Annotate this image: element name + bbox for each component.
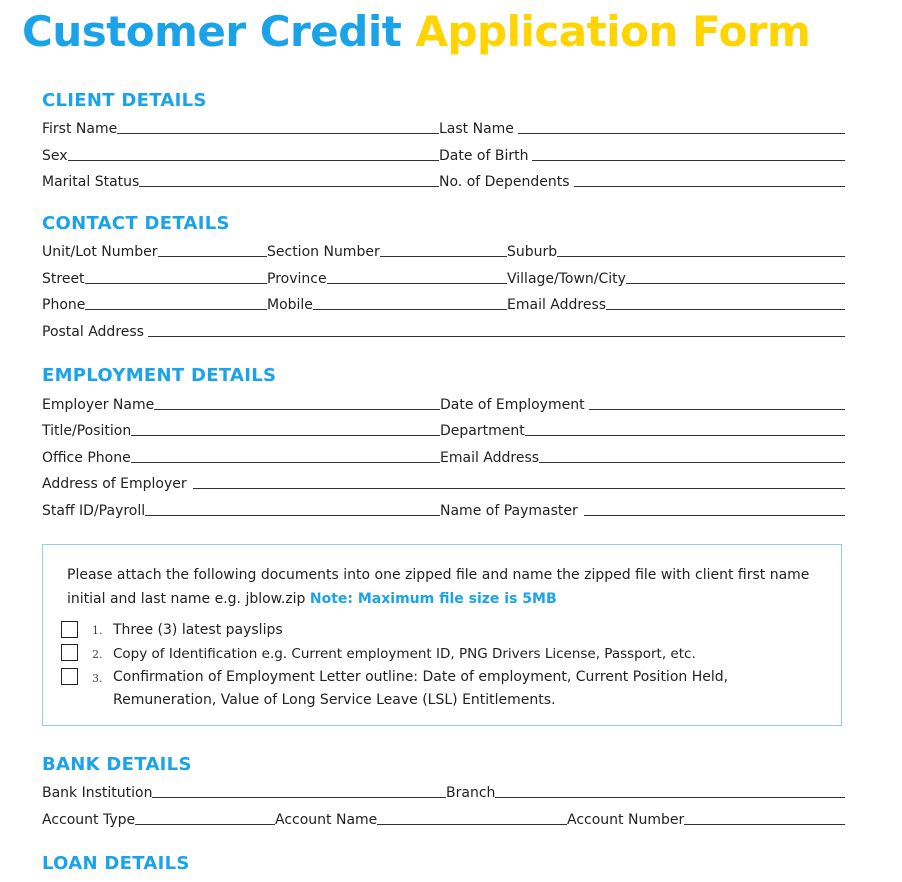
province-label: Province (267, 271, 327, 287)
phone-label: Phone (42, 297, 86, 313)
employment-email-field[interactable] (539, 462, 845, 463)
item-2-number: 2. (92, 648, 103, 661)
date-of-employment-field[interactable] (589, 409, 845, 410)
office-phone-label: Office Phone (42, 450, 131, 466)
form-title-part2: Application Form (415, 7, 811, 56)
item-2-text: Copy of Identification e.g. Current employment ID, PNG Drivers License, Passport, etc. (113, 646, 696, 662)
form-title (22, 4, 810, 60)
account-number-label: Account Number (567, 812, 685, 828)
street-label: Street (42, 271, 85, 287)
first-name-field[interactable] (117, 133, 439, 134)
attachments-intro-text: Please attach the following documents into one zipped file and name the zipped file with client first name initial and last name e.g. jblow.zip (67, 567, 810, 607)
mobile-field[interactable] (313, 309, 507, 310)
contact-row-4 (42, 320, 845, 340)
marital-status-field[interactable] (139, 186, 439, 187)
employer-name-label: Employer Name (42, 397, 155, 413)
employment-row-1 (42, 393, 845, 413)
suburb-label: Suburb (507, 244, 558, 260)
client-details-heading: CLIENT DETAILS (42, 90, 207, 111)
account-name-label: Account Name (275, 812, 378, 828)
employment-details-heading: EMPLOYMENT DETAILS (42, 365, 277, 386)
account-number-field[interactable] (684, 824, 845, 825)
file-size-note: Note: Maximum file size is 5MB (309, 591, 557, 607)
village-label: Village/Town/City (507, 271, 626, 287)
unit-lot-field[interactable] (158, 256, 267, 257)
branch-label: Branch (446, 785, 496, 801)
dob-label: Date of Birth (439, 148, 529, 164)
attachments-notice-box (42, 544, 842, 726)
account-name-field[interactable] (377, 824, 567, 825)
item-3-number: 3. (92, 672, 103, 685)
staff-id-field[interactable] (145, 515, 440, 516)
item-1-text: Three (3) latest payslips (113, 622, 283, 638)
branch-field[interactable] (495, 797, 845, 798)
postal-address-field[interactable] (148, 336, 845, 337)
employment-letter-checkbox[interactable] (61, 668, 78, 685)
employer-name-field[interactable] (154, 409, 440, 410)
contact-row-2 (42, 267, 845, 287)
village-field[interactable] (626, 283, 845, 284)
account-type-label: Account Type (42, 812, 136, 828)
employment-row-2 (42, 419, 845, 439)
item-3-text: Confirmation of Employment Letter outline: Date of employment, Current Position Held, Remuneration, Value of Long Service Leave (LSL) Entitlements. (113, 669, 729, 708)
street-field[interactable] (85, 283, 267, 284)
bank-row-2 (42, 808, 845, 828)
office-phone-field[interactable] (131, 462, 440, 463)
suburb-field[interactable] (557, 256, 845, 257)
client-row-3 (42, 170, 845, 190)
department-label: Department (440, 423, 525, 439)
sex-label: Sex (42, 148, 68, 164)
postal-address-label: Postal Address (42, 324, 144, 340)
employment-row-4 (42, 472, 845, 492)
marital-status-label: Marital Status (42, 174, 140, 190)
dependents-label: No. of Dependents (439, 174, 570, 190)
department-field[interactable] (525, 435, 845, 436)
staff-id-label: Staff ID/Payroll (42, 503, 146, 519)
contact-email-label: Email Address (507, 297, 607, 313)
mobile-label: Mobile (267, 297, 313, 313)
identification-checkbox[interactable] (61, 644, 78, 661)
contact-email-field[interactable] (606, 309, 845, 310)
paymaster-field[interactable] (584, 515, 845, 516)
date-of-employment-label: Date of Employment (440, 397, 585, 413)
dob-field[interactable] (532, 160, 845, 161)
form-title-part1: Customer Credit (22, 7, 402, 56)
client-row-1 (42, 117, 845, 137)
employment-row-3 (42, 446, 845, 466)
employment-email-label: Email Address (440, 450, 540, 466)
sex-field[interactable] (68, 160, 439, 161)
first-name-label: First Name (42, 121, 118, 137)
employer-address-label: Address of Employer (42, 476, 187, 492)
dependents-field[interactable] (574, 186, 845, 187)
bank-row-1 (42, 781, 845, 801)
unit-lot-label: Unit/Lot Number (42, 244, 158, 260)
last-name-field[interactable] (518, 133, 845, 134)
bank-institution-label: Bank Institution (42, 785, 153, 801)
last-name-label: Last Name (439, 121, 514, 137)
bank-institution-field[interactable] (152, 797, 446, 798)
contact-details-heading: CONTACT DETAILS (42, 213, 230, 234)
title-position-field[interactable] (131, 435, 440, 436)
attachments-intro (67, 563, 827, 611)
title-position-label: Title/Position (42, 423, 132, 439)
phone-field[interactable] (85, 309, 267, 310)
loan-details-heading: LOAN DETAILS (42, 853, 190, 874)
employment-row-5 (42, 499, 845, 519)
paymaster-label: Name of Paymaster (440, 503, 578, 519)
contact-row-1 (42, 240, 845, 260)
payslips-checkbox[interactable] (61, 621, 78, 638)
section-number-field[interactable] (380, 256, 507, 257)
client-row-2 (42, 144, 845, 164)
section-number-label: Section Number (267, 244, 380, 260)
employer-address-field[interactable] (193, 488, 845, 489)
bank-details-heading: BANK DETAILS (42, 754, 192, 775)
contact-row-3 (42, 293, 845, 313)
account-type-field[interactable] (135, 824, 275, 825)
province-field[interactable] (327, 283, 507, 284)
item-1-number: 1. (92, 624, 103, 637)
